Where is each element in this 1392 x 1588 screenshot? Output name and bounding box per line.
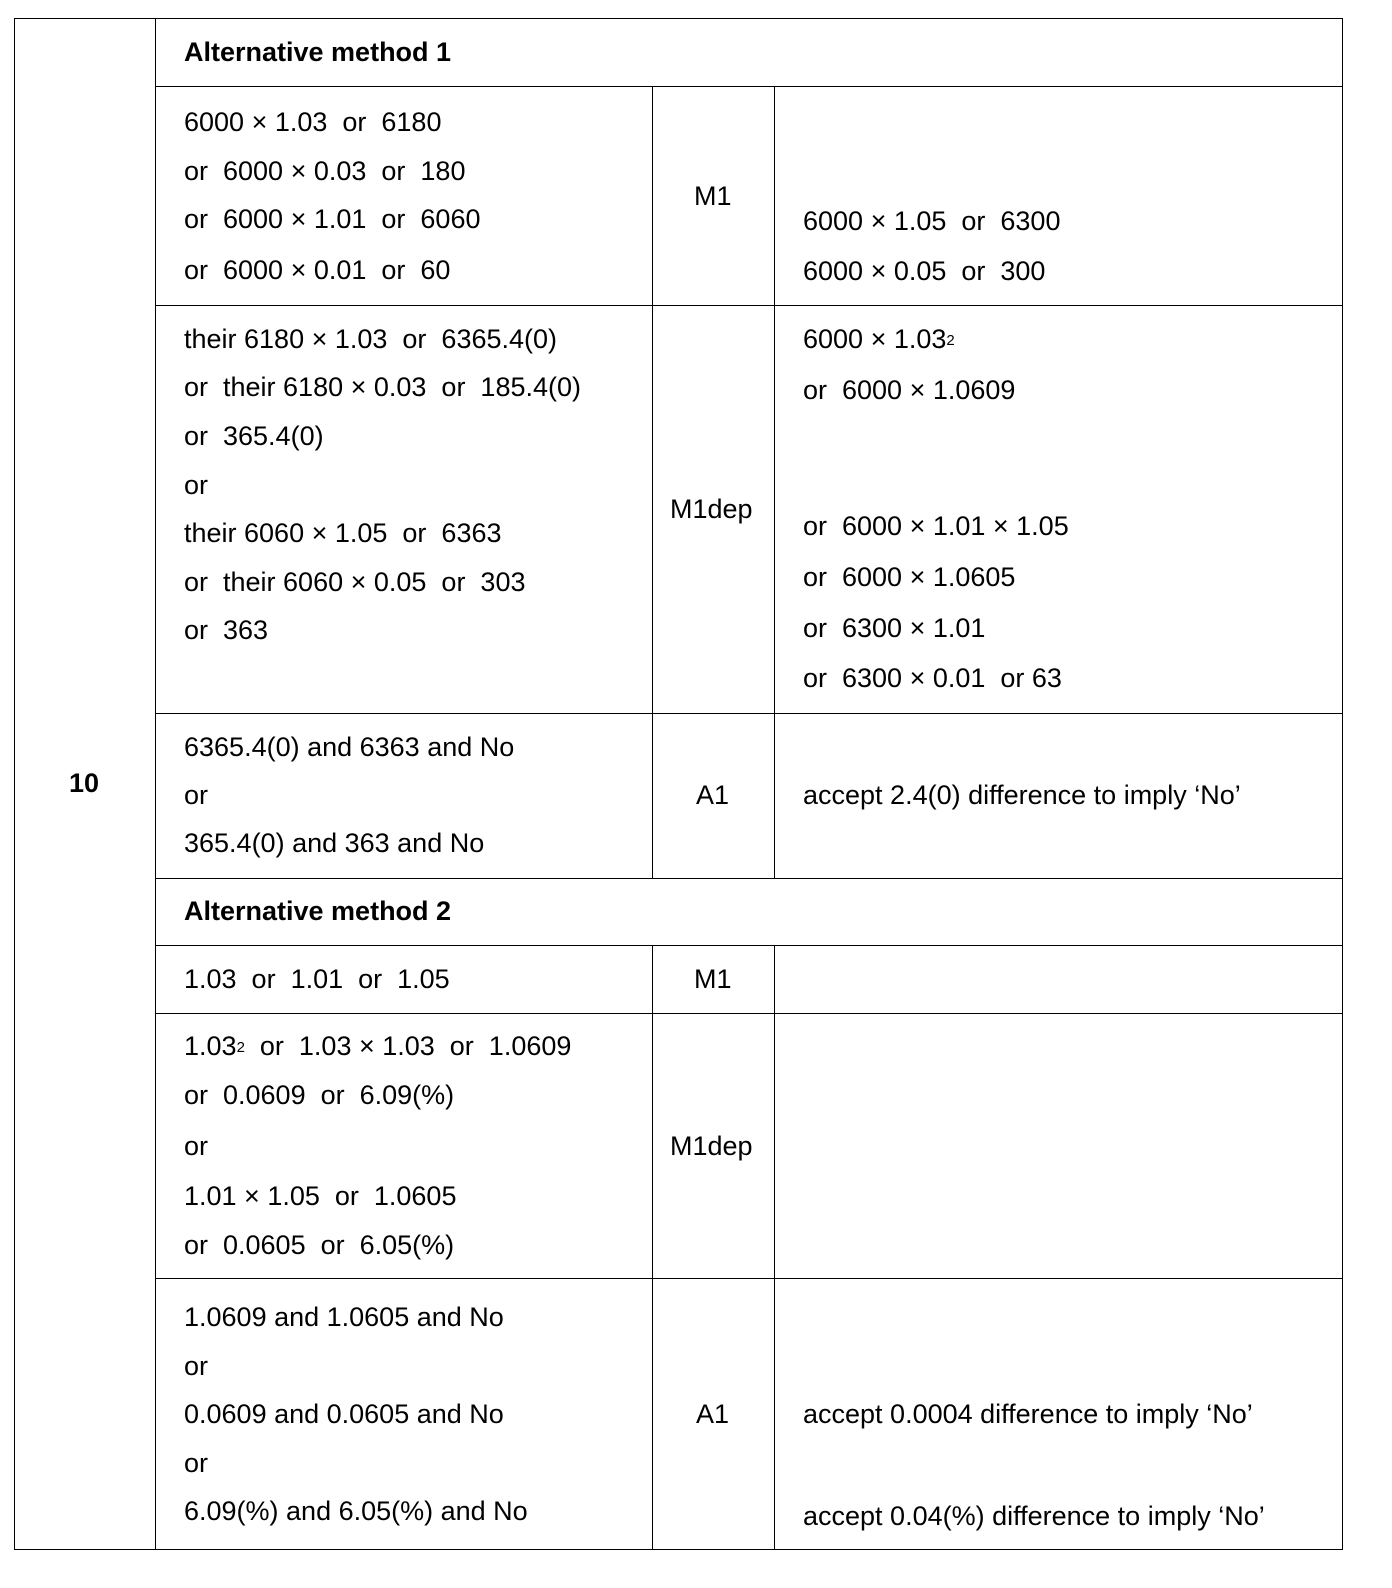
note-superscript: 2 xyxy=(946,332,955,349)
row-divider xyxy=(155,713,1343,714)
working-superscript: 2 xyxy=(236,1039,245,1056)
working-rest: or 1.03 × 1.03 or 1.0609 xyxy=(244,1031,572,1061)
note-line: or 6000 × 1.0605 xyxy=(803,562,1016,592)
row-divider xyxy=(155,945,1343,946)
working-line: or xyxy=(184,1131,209,1161)
column-divider-notes xyxy=(774,946,775,1550)
note-line: or 6000 × 1.0609 xyxy=(803,375,1016,405)
working-line: or their 6180 × 0.03 or 185.4(0) xyxy=(184,372,581,402)
working-line: or xyxy=(184,1448,209,1478)
working-line: 6365.4(0) and 6363 and No xyxy=(184,732,515,762)
mark: A1 xyxy=(696,1399,730,1429)
note-base: 6000 × 1.03 xyxy=(803,324,947,354)
working-line: 1.0609 and 1.0605 and No xyxy=(184,1302,504,1332)
working-line: their 6180 × 1.03 or 6365.4(0) xyxy=(184,324,558,354)
working-line: or xyxy=(184,470,209,500)
row-divider xyxy=(155,305,1343,306)
working-line: 1.03 or 1.01 or 1.05 xyxy=(184,964,450,994)
working-line: 1.01 × 1.05 or 1.0605 xyxy=(184,1181,457,1211)
working-line: or 0.0609 or 6.09(%) xyxy=(184,1080,455,1110)
note-line: 6000 × 1.05 or 6300 xyxy=(803,206,1061,236)
note-line: or 6300 × 0.01 or 63 xyxy=(803,663,1062,693)
row-divider xyxy=(155,1278,1343,1279)
column-divider-question xyxy=(155,18,156,1550)
mark: A1 xyxy=(696,780,730,810)
row-divider xyxy=(155,878,1343,879)
working-line: 365.4(0) and 363 and No xyxy=(184,828,485,858)
column-divider-mark xyxy=(652,87,653,878)
working-line: or 365.4(0) xyxy=(184,421,324,451)
working-line: or 6000 × 0.03 or 180 xyxy=(184,156,466,186)
note-line: accept 2.4(0) difference to imply ‘No’ xyxy=(803,780,1241,810)
mark: M1 xyxy=(694,181,732,211)
note-line: accept 0.04(%) difference to imply ‘No’ xyxy=(803,1501,1265,1531)
note-line: or 6300 × 1.01 xyxy=(803,613,986,643)
mark: M1dep xyxy=(670,494,753,524)
row-divider xyxy=(155,1013,1343,1014)
row-divider xyxy=(155,86,1343,87)
working-line: or 6000 × 0.01 or 60 xyxy=(184,255,451,285)
working-line: or 6000 × 1.01 or 6060 xyxy=(184,204,481,234)
working-line: 0.0609 and 0.0605 and No xyxy=(184,1399,504,1429)
mark: M1 xyxy=(694,964,732,994)
table-border-right xyxy=(1342,18,1343,1550)
working-line: or 0.0605 or 6.05(%) xyxy=(184,1230,455,1260)
working-line: 6000 × 1.03 or 6180 xyxy=(184,107,442,137)
working-line: 6.09(%) and 6.05(%) and No xyxy=(184,1496,528,1526)
table-border-bottom xyxy=(14,1549,1343,1550)
working-line: or their 6060 × 0.05 or 303 xyxy=(184,567,526,597)
note-line xyxy=(803,323,955,355)
working-line: or xyxy=(184,780,209,810)
note-line: or 6000 × 1.01 × 1.05 xyxy=(803,511,1069,541)
question-number: 10 xyxy=(69,768,100,798)
working-line: their 6060 × 1.05 or 6363 xyxy=(184,518,502,548)
working-base: 1.03 xyxy=(184,1031,237,1061)
note-line: 6000 × 0.05 or 300 xyxy=(803,256,1046,286)
working-line: or 363 xyxy=(184,615,269,645)
column-divider-notes xyxy=(774,87,775,878)
working-line: or xyxy=(184,1351,209,1381)
note-line: accept 0.0004 difference to imply ‘No’ xyxy=(803,1399,1253,1429)
working-line xyxy=(184,1030,571,1062)
column-divider-mark xyxy=(652,946,653,1550)
mark: M1dep xyxy=(670,1131,753,1161)
table-border-left xyxy=(14,18,15,1550)
table-border-top xyxy=(14,18,1343,19)
method-1-heading: Alternative method 1 xyxy=(184,37,452,67)
method-2-heading: Alternative method 2 xyxy=(184,896,452,926)
